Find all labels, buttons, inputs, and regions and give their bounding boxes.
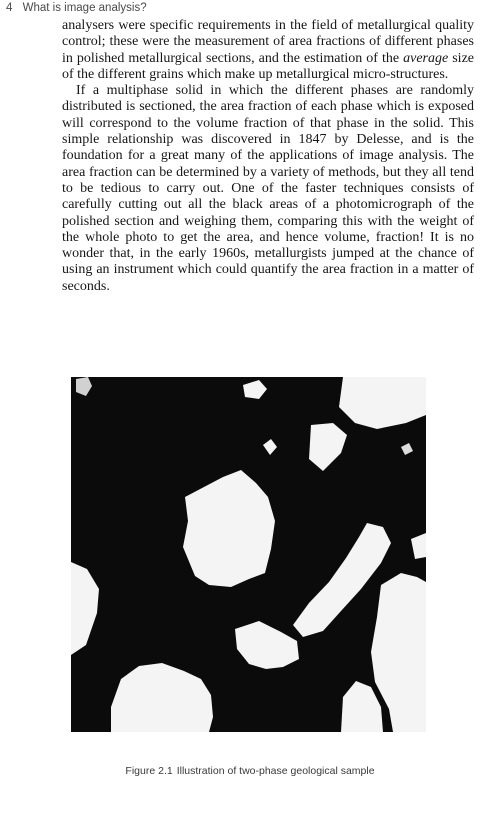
emphasis-average: average <box>403 50 449 66</box>
figure-caption <box>0 765 500 777</box>
body-text <box>62 18 474 295</box>
figure-label: Figure 2.1 <box>125 765 173 777</box>
paragraph-1-text-a: analysers were specific requirements in the field of metallurgical quality control; these were the measurement of area fractions of different phases in polished metallurgical sections, and the estimation of the <box>62 18 474 66</box>
two-phase-sample-illustration <box>71 377 426 732</box>
caption-text: Illustration of two-phase geological sample <box>176 765 375 777</box>
paragraph-1-text-b: size of the different grains which make up metallurgical micro-structures. <box>62 50 475 82</box>
paragraph-1 <box>62 18 474 83</box>
running-head <box>6 2 486 14</box>
page-number: 4 <box>6 2 13 14</box>
paragraph-2: If a multiphase solid in which the different phases are randomly distributed is sectioned, the area fraction of each phase which is exposed will correspond to the volume fraction of that phase in the solid. This simple relationship was discovered in 1847 by Delesse, and is the foundation for a great many of the applications of image analysis. The area fraction can be determined by a variety of methods, but they all tend to be tedious to carry out. One of the faster techniques consists of carefully cutting out all the black areas of a photomicrograph of the polished section and weighing them, comparing this with the weight of the whole photo to get the area, and hence volume, fraction! It is no wonder that, in the early 1960s, metallurgists jumped at the chance of using an instrument which could quantify the area fraction in a matter of seconds. <box>62 83 474 294</box>
figure-image <box>71 377 426 732</box>
chapter-title: What is image analysis? <box>22 2 147 14</box>
